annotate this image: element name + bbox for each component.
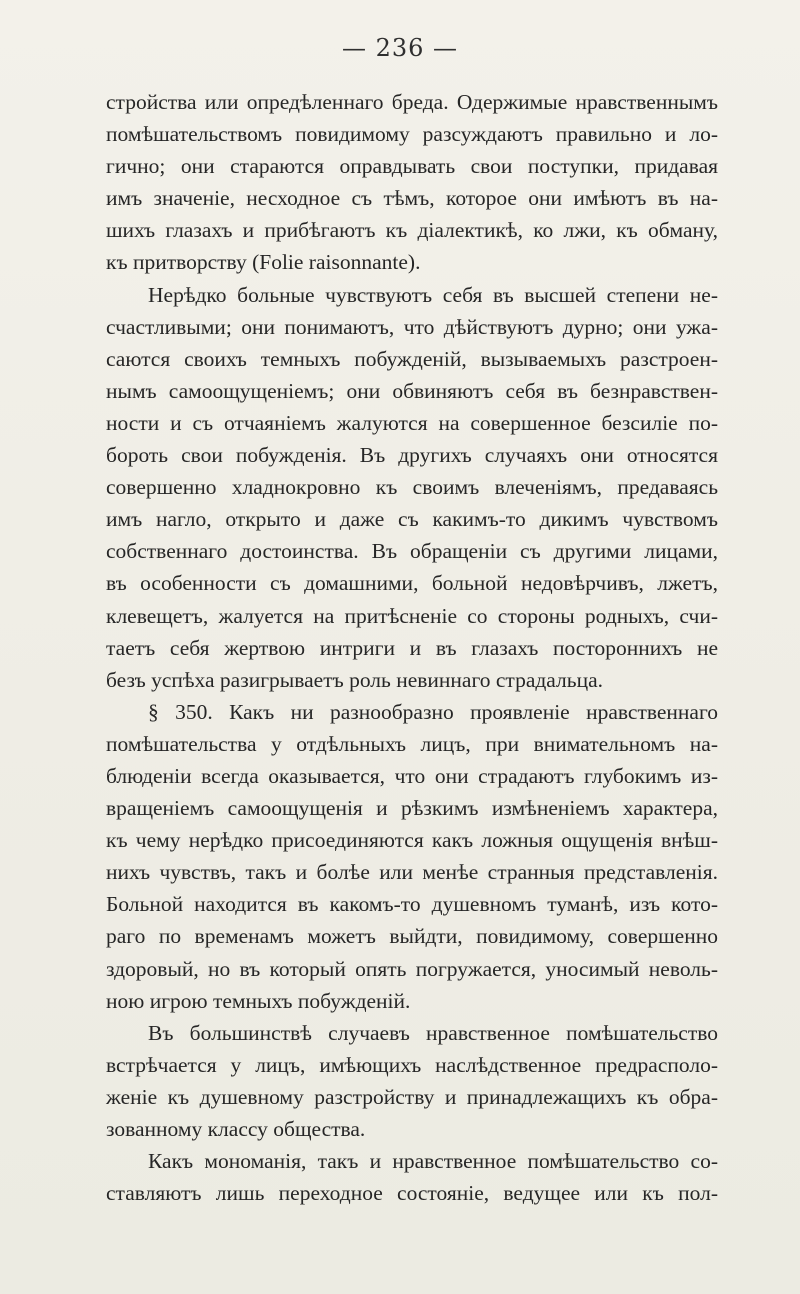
text-line: § 350. Какъ ни разнообразно проявленіе нравственнаго <box>148 699 718 724</box>
text-line: здоровый, но въ который опять погружается, уносимый неволь- <box>106 956 718 981</box>
text-line: встрѣчается у лицъ, имѣющихъ наслѣдственное предрасполо- <box>106 1052 718 1077</box>
text-line: совершенно хладнокровно къ своимъ влеченіямъ, предаваясь <box>106 475 718 500</box>
text-line: къ притворству (Folie raisonnante). <box>106 250 421 275</box>
text-line: бороть свои побужденія. Въ другихъ случаяхъ они относятся <box>106 443 718 468</box>
text-line: имъ нагло, открыто и даже съ какимъ-то дикимъ чувствомъ <box>106 507 718 532</box>
body-text <box>106 86 718 1209</box>
text-line: помѣшательствомъ повидимому разсуждаютъ правильно и ло- <box>106 122 718 147</box>
text-line: зованному классу общества. <box>106 1117 366 1141</box>
page-number: — 236 — <box>341 34 459 62</box>
text-line: ною игрою темныхъ побужденій. <box>106 988 411 1013</box>
text-line: ности и съ отчаяніемъ жалуются на совершенное безсиліе по- <box>106 410 718 435</box>
text-line: женіе къ душевному разстройству и принадлежащихъ къ обра- <box>106 1084 718 1109</box>
text-line: Больной находится въ какомъ-то душевномъ туманѣ, изъ кото- <box>106 892 718 917</box>
text-line: таетъ себя жертвою интриги и въ глазахъ постороннихъ не <box>106 635 718 660</box>
text-line: нихъ чувствъ, такъ и болѣе или менѣе странныя представленія. <box>106 860 718 885</box>
text-line: саются своихъ темныхъ побужденій, вызываемыхъ разстроен- <box>106 346 718 371</box>
text-line: раго по временамъ можетъ выйдти, повидимому, совершенно <box>106 924 718 949</box>
text-line: Какъ мономанія, такъ и нравственное помѣшательство со- <box>148 1149 718 1174</box>
text-line: шихъ глазахъ и прибѣгаютъ къ діалектикѣ, ко лжи, къ обману, <box>106 218 718 243</box>
text-line: клевещетъ, жалуется на притѣсненіе со стороны родныхъ, счи- <box>106 603 718 628</box>
text-line: блюденіи всегда оказывается, что они страдаютъ глубокимъ из- <box>106 763 718 788</box>
text-line: въ особенности съ домашними, больной недовѣрчивъ, лжетъ, <box>106 571 718 596</box>
text-line: Нерѣдко больные чувствуютъ себя въ высшей степени не- <box>148 282 718 307</box>
text-line: счастливыми; они понимаютъ, что дѣйствуютъ дурно; они ужа- <box>106 314 718 339</box>
text-line: нымъ самоощущеніемъ; они обвиняютъ себя въ безнравствен- <box>106 378 718 403</box>
text-line: помѣшательства у отдѣльныхъ лицъ, при внимательномъ на- <box>106 731 718 756</box>
text-line: безъ успѣха разигрываетъ роль невиннаго страдальца. <box>106 667 603 692</box>
text-line: стройства или опредѣленнаго бреда. Одержимые нравственнымъ <box>106 90 718 114</box>
text-line: Въ большинствѣ случаевъ нравственное помѣшательство <box>148 1020 718 1045</box>
text-line: къ чему нерѣдко присоединяются какъ ложныя ощущенія внѣш- <box>106 828 718 853</box>
text-line: вращеніемъ самоощущенія и рѣзкимъ измѣненіемъ характера, <box>106 796 718 821</box>
text-line: собственнаго достоинства. Въ обращеніи съ другими лицами, <box>106 539 718 564</box>
text-line: ставляютъ лишь переходное состояніе, ведущее или къ пол- <box>106 1181 718 1206</box>
text-line: имъ значеніе, несходное съ тѣмъ, которое они имѣютъ въ на- <box>106 186 718 211</box>
text-line: гично; они стараются оправдывать свои поступки, придавая <box>106 154 718 179</box>
